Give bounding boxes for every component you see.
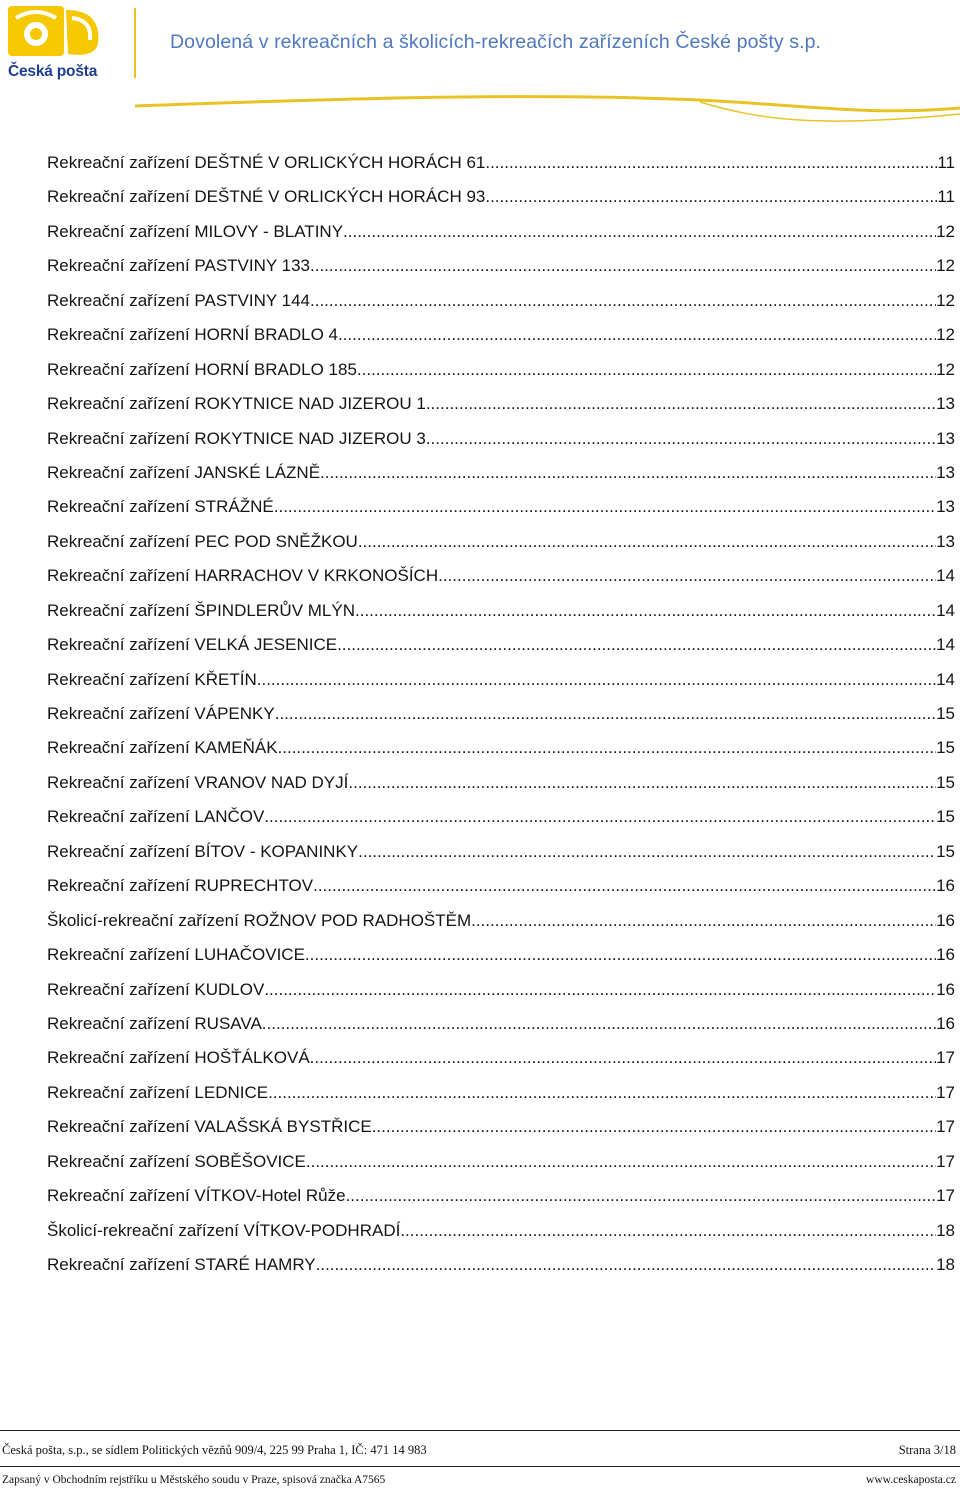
toc-entry-page: 17 (936, 1082, 955, 1102)
toc-entry-page: 14 (936, 669, 955, 689)
toc-dot-leader (346, 1179, 937, 1213)
toc-entry-page: 12 (936, 325, 955, 345)
toc-entry-page: 12 (936, 359, 955, 379)
toc-dot-leader (348, 766, 936, 800)
toc-entry-title: Rekreační zařízení KAMEŇÁK (47, 738, 278, 758)
toc-entry-page: 13 (936, 531, 955, 551)
toc-entry-page: 11 (937, 153, 955, 172)
toc-entry-title: Rekreační zařízení VÍTKOV-Hotel Růže (47, 1186, 346, 1206)
toc-entry-title: Rekreační zařízení LANČOV (47, 807, 265, 827)
toc-dot-leader (313, 869, 936, 903)
toc-entry-page: 16 (936, 979, 955, 999)
ceska-posta-logo (4, 4, 104, 82)
toc-entry-title: Rekreační zařízení HOŠŤÁLKOVÁ (47, 1048, 310, 1068)
toc-entry[interactable] (47, 180, 955, 214)
toc-entry-title: Rekreační zařízení VÁPENKY (47, 704, 275, 723)
toc-dot-leader (426, 422, 936, 456)
toc-entry-page: 15 (936, 807, 955, 827)
toc-entry[interactable] (47, 249, 955, 283)
toc-entry-page: 17 (936, 1151, 955, 1171)
toc-entry-title: Rekreační zařízení STRÁŽNÉ (47, 497, 274, 517)
toc-entry-page: 12 (936, 221, 955, 241)
toc-entry-title: Rekreační zařízení HORNÍ BRADLO 4 (47, 325, 338, 345)
toc-entry-title: Rekreační zařízení ROKYTNICE NAD JIZEROU 3 (47, 428, 426, 448)
toc-entry[interactable] (47, 731, 955, 765)
toc-entry-page: 16 (936, 1013, 955, 1033)
toc-entry[interactable] (47, 387, 955, 421)
toc-entry-title: Rekreační zařízení ŠPINDLERŮV MLÝN (47, 600, 355, 620)
toc-entry-page: 16 (936, 876, 955, 896)
toc-entry[interactable] (47, 663, 955, 697)
toc-entry-page: 18 (936, 1255, 955, 1274)
toc-entry[interactable] (47, 284, 955, 318)
toc-entry[interactable] (47, 800, 955, 834)
toc-dot-leader (310, 249, 936, 283)
toc-entry[interactable] (47, 628, 955, 662)
toc-entry-page: 16 (936, 945, 955, 965)
toc-entry-page: 14 (936, 635, 955, 655)
toc-dot-leader (471, 904, 936, 938)
toc-dot-leader (372, 1110, 936, 1144)
toc-entry[interactable] (47, 835, 955, 869)
toc-dot-leader (310, 1041, 936, 1075)
toc-entry-page: 15 (936, 704, 955, 723)
toc-dot-leader (358, 525, 936, 559)
toc-entry[interactable] (47, 422, 955, 456)
toc-dot-leader (400, 1214, 936, 1248)
toc-entry[interactable] (47, 594, 955, 628)
toc-entry-page: 15 (936, 841, 955, 861)
toc-entry-page: 13 (936, 462, 955, 482)
logo-text: Česká pošta (8, 63, 98, 80)
header-divider (134, 8, 136, 78)
toc-dot-leader (485, 146, 937, 180)
toc-entry[interactable] (47, 146, 955, 180)
toc-entry-title: Rekreační zařízení PEC POD SNĚŽKOU (47, 531, 358, 551)
toc-entry-title: Rekreační zařízení MILOVY - BLATINY (47, 221, 344, 241)
toc-entry-title: Rekreační zařízení HARRACHOV V KRKONOŠÍCH (47, 566, 439, 586)
toc-entry-title: Rekreační zařízení KUDLOV (47, 979, 265, 999)
footer-website-link[interactable]: www.ceskaposta.cz (866, 1474, 956, 1486)
toc-entry-title: Rekreační zařízení ROKYTNICE NAD JIZEROU 1 (47, 394, 426, 414)
toc-entry-title: Rekreační zařízení JANSKÉ LÁZNĚ (47, 462, 321, 482)
toc-entry-page: 13 (936, 497, 955, 517)
toc-entry-page: 17 (936, 1117, 955, 1137)
toc-entry-title: Rekreační zařízení VELKÁ JESENICE (47, 635, 338, 655)
post-horn-icon (6, 4, 102, 60)
toc-entry-page: 17 (936, 1048, 955, 1068)
toc-dot-leader (306, 1145, 936, 1179)
page-number: Strana 3/18 (898, 1443, 956, 1457)
toc-entry[interactable] (47, 353, 955, 387)
toc-entry-title: Rekreační zařízení KŘETÍN (47, 669, 257, 689)
footer-register: Zapsaný v Obchodním rejstříku u Městského soudu v Praze, spisová značka A7565 (2, 1474, 386, 1486)
toc-dot-leader (426, 387, 936, 421)
toc-entry[interactable] (47, 559, 955, 593)
toc-entry[interactable] (47, 1214, 955, 1248)
toc-entry-page: 12 (936, 290, 955, 310)
toc-dot-leader (337, 628, 936, 662)
toc-entry-title: Rekreační zařízení DEŠTNÉ V ORLICKÝCH HORÁCH 93 (47, 187, 486, 207)
toc-entry-page: 12 (936, 256, 955, 276)
header-wave-decoration (0, 78, 960, 128)
toc-entry-title: Rekreační zařízení VALAŠSKÁ BYSTŘICE (47, 1117, 372, 1137)
toc-entry[interactable] (47, 938, 955, 972)
toc-dot-leader (355, 594, 936, 628)
toc-dot-leader (274, 490, 936, 524)
toc-entry-title: Rekreační zařízení DEŠTNÉ V ORLICKÝCH HORÁCH 61 (47, 153, 486, 172)
toc-entry[interactable] (47, 1007, 955, 1041)
toc-dot-leader (264, 800, 936, 834)
toc-dot-leader (310, 284, 936, 318)
toc-entry-page: 14 (936, 566, 955, 586)
toc-dot-leader (320, 456, 936, 490)
toc-entry-page: 14 (936, 600, 955, 620)
toc-entry-page: 18 (936, 1220, 955, 1240)
toc-dot-leader (257, 663, 936, 697)
toc-dot-leader (485, 180, 937, 214)
toc-entry-title: Rekreační zařízení BÍTOV - KOPANINKY (47, 841, 359, 861)
toc-entry-page: 15 (936, 772, 955, 792)
toc-entry[interactable] (47, 318, 955, 352)
toc-entry-title: Rekreační zařízení HORNÍ BRADLO 185 (47, 359, 357, 379)
toc-entry-title: Školicí-rekreační zařízení VÍTKOV-PODHRADÍ (47, 1220, 401, 1240)
toc-entry-title: Rekreační zařízení RUSAVA (47, 1013, 262, 1033)
toc-entry-page: 13 (936, 394, 955, 414)
toc-dot-leader (343, 215, 936, 249)
toc-entry-title: Rekreační zařízení PASTVINY 133 (47, 256, 310, 276)
toc-dot-leader (357, 353, 936, 387)
toc-entry-page: 11 (937, 187, 955, 207)
toc-entry[interactable] (47, 904, 955, 938)
toc-dot-leader (275, 697, 936, 731)
toc-entry[interactable] (47, 973, 955, 1007)
toc-entry-title: Rekreační zařízení RUPRECHTOV (47, 876, 314, 896)
toc-entry-title: Rekreační zařízení VRANOV NAD DYJÍ (47, 772, 349, 792)
toc-entry[interactable] (47, 490, 955, 524)
footer-rule-bottom (0, 1466, 960, 1467)
toc-dot-leader (278, 731, 937, 765)
toc-entry[interactable] (47, 215, 955, 249)
toc-entry-title: Rekreační zařízení STARÉ HAMRY (47, 1255, 316, 1274)
document-title: Dovolená v rekreačních a školicích-rekreačích zařízeních České pošty s.p. (170, 31, 822, 53)
toc-entry[interactable] (47, 766, 955, 800)
toc-entry[interactable] (47, 1110, 955, 1144)
footer-rule-top (0, 1430, 960, 1431)
toc-entry-page: 15 (936, 738, 955, 758)
toc-entry[interactable] (47, 1248, 955, 1282)
toc-entry[interactable] (47, 1145, 955, 1179)
toc-dot-leader (338, 318, 936, 352)
toc-entry-page: 13 (936, 428, 955, 448)
toc-entry[interactable] (47, 1076, 955, 1110)
toc-entry[interactable] (47, 525, 955, 559)
toc-entry[interactable] (47, 456, 955, 490)
toc-entry-title: Rekreační zařízení PASTVINY 144 (47, 290, 310, 310)
toc-dot-leader (305, 938, 936, 972)
page-header (0, 0, 960, 128)
toc-dot-leader (264, 973, 936, 1007)
toc-dot-leader (358, 835, 936, 869)
table-of-contents (47, 146, 955, 1282)
toc-dot-leader (268, 1076, 936, 1110)
toc-entry-title: Rekreační zařízení LEDNICE (47, 1082, 269, 1102)
footer-company: Česká pošta, s.p., se sídlem Politických vězňů 909/4, 225 99 Praha 1, IČ: 471 14 983 (2, 1443, 427, 1457)
toc-dot-leader (438, 559, 936, 593)
toc-dot-leader (316, 1248, 936, 1282)
toc-entry-title: Rekreační zařízení LUHAČOVICE (47, 945, 305, 965)
toc-entry[interactable] (47, 869, 955, 903)
toc-entry[interactable] (47, 697, 955, 731)
toc-entry-page: 16 (936, 910, 955, 930)
toc-entry-title: Školicí-rekreační zařízení ROŽNOV POD RADHOŠTĚM (47, 910, 472, 930)
toc-dot-leader (262, 1007, 936, 1041)
toc-entry[interactable] (47, 1179, 955, 1213)
toc-entry-title: Rekreační zařízení SOBĚŠOVICE (47, 1151, 306, 1171)
toc-entry-page: 17 (936, 1186, 955, 1206)
toc-entry[interactable] (47, 1041, 955, 1075)
